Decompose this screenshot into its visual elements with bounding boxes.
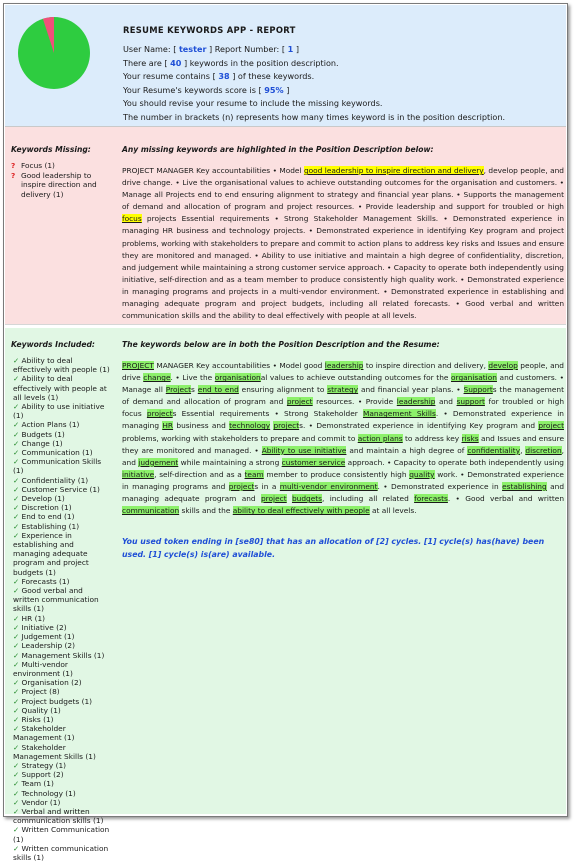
- description-text: and: [435, 397, 457, 407]
- included-keyword-item: [11, 678, 111, 687]
- description-text: MANAGER Key accountabilities • Model good: [153, 361, 325, 370]
- description-text: and maintain a high degree of: [346, 445, 468, 455]
- description-text: and customers. • Manage all: [122, 373, 564, 395]
- missing-keywords-label: Keywords Missing:: [11, 145, 91, 154]
- keyword-text: Risks (1): [21, 714, 54, 724]
- missing-position-description: [122, 145, 564, 322]
- report-header-section: [5, 5, 566, 127]
- included-keyword-item: [11, 715, 111, 724]
- keyword-text: Quality (1): [21, 705, 61, 715]
- description-text: to address key: [402, 433, 462, 443]
- included-keywords-list: [11, 340, 111, 862]
- included-keyword-item: [11, 522, 111, 531]
- checkmark-icon: ✓: [13, 622, 22, 632]
- included-keyword-item: [11, 503, 111, 512]
- description-text: people, and drive: [122, 361, 564, 383]
- report-title: RESUME KEYWORDS APP - REPORT: [123, 25, 296, 35]
- keyword-text: Leadership (2): [21, 641, 75, 651]
- matched-keyword-highlight: communication: [122, 506, 180, 516]
- matched-keyword-highlight: team: [244, 469, 264, 479]
- matched-keyword-highlight: forecasts: [414, 494, 448, 504]
- keyword-text: Change (1): [21, 438, 63, 448]
- description-text: , and: [122, 445, 564, 467]
- included-keyword-item: [11, 641, 111, 650]
- description-text: ,: [520, 445, 526, 455]
- included-keyword-item: [11, 614, 111, 623]
- keyword-count: 40: [170, 57, 182, 68]
- description-text: . • Demonstrated experience in: [377, 481, 503, 491]
- keyword-text: Communication Skills (1): [13, 457, 102, 476]
- description-text: PROJECT MANAGER Key accountabilities • Model: [122, 166, 304, 175]
- checkmark-icon: ✓: [13, 705, 22, 715]
- matched-keyword-highlight: customer service: [281, 457, 346, 467]
- keyword-text: Focus (1): [21, 161, 55, 170]
- included-keyword-item: [11, 531, 111, 577]
- included-keyword-item: [11, 512, 111, 521]
- missing-keywords-section: [5, 127, 566, 325]
- included-keyword-item: [11, 430, 111, 439]
- included-keyword-item: [11, 651, 111, 660]
- keyword-text: HR (1): [21, 613, 46, 623]
- description-text: al values to achieve outstanding outcomes for the: [260, 373, 452, 383]
- included-keywords-label: Keywords Included:: [11, 340, 95, 349]
- keyword-text: Judgement (1): [21, 632, 75, 642]
- included-keyword-item: [11, 577, 111, 586]
- included-keyword-item: [11, 761, 111, 770]
- included-keyword-item: [11, 485, 111, 494]
- matched-keyword-highlight: project: [228, 481, 255, 491]
- matched-keyword-highlight: project: [146, 409, 173, 419]
- matched-keyword-highlight: organisation: [214, 373, 261, 383]
- matched-keyword-highlight: risks: [461, 433, 479, 443]
- checkmark-icon: ✓: [13, 402, 22, 412]
- keyword-text: End to end (1): [21, 512, 75, 522]
- keyword-text: Forecasts (1): [21, 576, 70, 586]
- keyword-text: Verbal and written communication skills (1): [13, 806, 104, 826]
- included-keyword-item: [11, 356, 111, 374]
- keyword-score-pie-chart: [17, 16, 91, 90]
- matched-keyword-highlight: PROJECT: [122, 361, 154, 370]
- checkmark-icon: ✓: [13, 494, 22, 504]
- included-keyword-item: [11, 448, 111, 457]
- description-text: , including all related: [322, 494, 415, 504]
- checkmark-icon: ✓: [13, 742, 22, 752]
- matched-keyword-highlight: Management Skills: [362, 409, 436, 419]
- checkmark-icon: ✓: [13, 613, 22, 623]
- included-keyword-item: [11, 687, 111, 696]
- included-keyword-item: [11, 789, 111, 798]
- keyword-text: Technology (1): [21, 788, 76, 798]
- included-keyword-item: [11, 632, 111, 641]
- checkmark-icon: ✓: [13, 696, 22, 706]
- checkmark-icon: ✓: [13, 760, 22, 770]
- checkmark-icon: ✓: [13, 779, 22, 789]
- resume-count-line: Your resume contains [ 38 ] of these keywords.: [123, 71, 315, 81]
- description-text: . • Live the: [170, 373, 215, 383]
- matched-keyword-highlight: discretion: [525, 445, 562, 455]
- keyword-text: Project budgets (1): [21, 696, 93, 706]
- matched-keyword-highlight: leadership: [396, 397, 436, 407]
- included-keyword-item: [11, 660, 111, 678]
- matched-keyword-highlight: budgets: [291, 494, 323, 504]
- keyword-text: Establishing (1): [21, 521, 80, 531]
- checkmark-icon: ✓: [13, 714, 22, 724]
- included-keyword-item: [11, 374, 111, 402]
- matched-keyword-highlight: Ability to use initiative: [261, 445, 347, 455]
- matched-keyword-highlight: Support: [463, 385, 493, 395]
- matched-keyword-highlight: leadership: [324, 361, 364, 370]
- matched-keyword-highlight: project: [260, 494, 287, 504]
- description-text: business and: [173, 421, 230, 431]
- description-text: resources. • Provide: [312, 397, 397, 407]
- checkmark-icon: ✓: [13, 420, 22, 430]
- missing-keyword-item: [11, 161, 111, 171]
- checkmark-icon: ✓: [13, 475, 22, 485]
- description-text: while maintaining a strong: [178, 457, 282, 467]
- keyword-text: Initiative (2): [21, 622, 67, 632]
- checkmark-icon: ✓: [13, 457, 22, 467]
- checkmark-icon: ✓: [13, 843, 22, 853]
- matched-keyword-highlight: initiative: [122, 469, 155, 479]
- matched-keyword-highlight: confidentiality: [467, 445, 521, 455]
- keyword-text: Management Skills (1): [21, 650, 105, 660]
- description-text: s. • Demonstrated experience in identifying Key program and: [299, 421, 539, 431]
- checkmark-icon: ✓: [13, 503, 22, 513]
- keyword-text: Develop (1): [21, 494, 65, 504]
- missing-keyword-highlight: focus: [122, 214, 142, 224]
- checkmark-icon: ✓: [13, 484, 22, 494]
- description-text: for troubled or high focus: [122, 397, 565, 419]
- matched-keyword-highlight: develop: [488, 361, 518, 370]
- keyword-text: Ability to deal effectively with people at all levels (1): [13, 374, 107, 402]
- checkmark-icon: ✓: [13, 374, 22, 384]
- keyword-text: Confidentiality (1): [21, 475, 89, 485]
- description-text: s Essential requirements • Strong Stakeholder: [172, 409, 363, 419]
- checkmark-icon: ✓: [13, 512, 22, 522]
- included-keywords-section: [5, 328, 566, 862]
- keyword-text: Stakeholder Management Skills (1): [13, 742, 96, 761]
- checkmark-icon: ✓: [13, 448, 22, 458]
- matched-keyword-highlight: organisation: [451, 373, 497, 383]
- position-description-missing: [122, 165, 564, 322]
- description-text: s in a: [254, 481, 280, 491]
- included-heading: The keywords below are in both the Position Description and the Resume:: [122, 340, 440, 349]
- matched-keyword-highlight: establishing: [502, 481, 547, 491]
- checkmark-icon: ✓: [13, 641, 22, 651]
- description-text: and financial year plans. •: [358, 385, 464, 395]
- checkmark-icon: ✓: [13, 788, 22, 798]
- checkmark-icon: ✓: [13, 576, 22, 586]
- included-keyword-item: [11, 779, 111, 788]
- keyword-text: Experience in establishing and managing adequate program and project budgets (1): [13, 530, 89, 577]
- report-summary: [123, 25, 563, 124]
- matched-keyword-highlight: HR: [162, 421, 174, 431]
- description-text: problems, working with stakeholders to prepare and commit to: [122, 433, 358, 443]
- matched-keyword-highlight: strategy: [327, 385, 359, 395]
- matched-keyword-highlight: project: [538, 421, 564, 431]
- description-text: s the management of demand and allocation of program and: [122, 385, 565, 407]
- keyword-text: Project (8): [21, 687, 60, 697]
- revise-line: You should revise your resume to include the missing keywords.: [123, 98, 383, 108]
- keyword-text: Action Plans (1): [21, 420, 80, 430]
- included-keyword-item: [11, 586, 111, 614]
- included-keyword-item: [11, 706, 111, 715]
- matched-keyword-highlight: quality: [409, 469, 435, 479]
- matched-keyword-highlight: change: [143, 373, 171, 383]
- keyword-text: Written Communication (1): [13, 825, 110, 844]
- matched-keyword-highlight: Project: [165, 385, 192, 395]
- description-text: skills and the: [179, 506, 233, 516]
- missing-keyword-item: [11, 171, 111, 200]
- description-text: , develop people, and drive change. • Live the organisational values to achieve outstanding outcomes for the organisation and customers. • Manage all Projects end to end ensuring alignment to strategy and financial year plans. • Supports the management of demand and allocation of program and project resources. • Provide leadership and support for troubled or high: [122, 166, 564, 212]
- included-keyword-item: [11, 439, 111, 448]
- checkmark-icon: ✓: [13, 825, 22, 835]
- keyword-text: Good verbal and written communication skills (1): [13, 586, 99, 614]
- checkmark-icon: ✓: [13, 806, 22, 816]
- checkmark-icon: ✓: [13, 659, 22, 669]
- keyword-text: Support (2): [21, 770, 64, 780]
- included-keyword-item: [11, 724, 111, 742]
- checkmark-icon: ✓: [13, 724, 22, 734]
- keyword-text: Written communication skills (1): [13, 843, 109, 862]
- checkmark-icon: ✓: [13, 429, 22, 439]
- checkmark-icon: ✓: [13, 586, 22, 596]
- matched-keyword-highlight: project: [286, 397, 313, 407]
- keyword-text: Stakeholder Management (1): [13, 724, 75, 743]
- included-keyword-item: [11, 844, 111, 862]
- description-text: and Issues and ensure they are monitored and managed. •: [122, 433, 564, 455]
- report-frame: [3, 3, 568, 862]
- question-mark-icon: ?: [11, 170, 16, 180]
- matched-keyword-highlight: technology: [229, 421, 271, 431]
- included-keyword-item: [11, 697, 111, 706]
- token-usage-note: You used token ending in [se80] that has an allocation of [2] cycles. [1] cycle(s) has(have) been used. [1] cycle(s) is(are) available.: [122, 537, 545, 560]
- keyword-score: 95%: [264, 84, 284, 95]
- keyword-text: Customer Service (1): [21, 484, 100, 494]
- report-number: 1: [287, 44, 294, 54]
- checkmark-icon: ✓: [13, 687, 22, 697]
- checkmark-icon: ✓: [13, 650, 22, 660]
- missing-heading: Any missing keywords are highlighted in the Position Description below:: [122, 145, 434, 154]
- description-text: to inspire direction and delivery,: [363, 361, 489, 370]
- keyword-text: Good leadership to inspire direction and delivery (1): [21, 170, 97, 199]
- user-line: User Name: [ tester ] Report Number: [ 1 ]: [123, 44, 299, 54]
- included-keyword-item: [11, 770, 111, 779]
- included-keyword-item: [11, 457, 111, 475]
- description-text: . • Good verbal and written: [447, 494, 564, 504]
- description-text: and managing adequate program and: [122, 481, 565, 504]
- user-name: tester: [178, 44, 207, 54]
- description-text: approach. • Capacity to operate both independently using: [345, 457, 564, 467]
- keyword-count-line: There are [ 40 ] keywords in the position description.: [123, 57, 339, 68]
- keyword-text: Organisation (2): [21, 678, 82, 688]
- checkmark-icon: ✓: [13, 770, 22, 780]
- keyword-text: Communication (1): [21, 448, 93, 458]
- included-keyword-item: [11, 743, 111, 761]
- question-mark-icon: ?: [11, 161, 16, 170]
- included-position-description: [122, 340, 564, 561]
- keyword-text: Discretion (1): [21, 503, 72, 513]
- description-text: at all levels.: [369, 506, 417, 516]
- included-keyword-item: [11, 623, 111, 632]
- description-text: projects Essential requirements • Strong Stakeholder Management Skills. • Demonstrated experience in managing HR business and technology projects. • Demonstrated experience in identifying Key program and project problems, working with stakeholders to prepare and commit to action plans to address key risks and Issues and ensure they are monitored and managed. • Ability to use initiative and maintain a high degree of confidentiality, discretion, and judgement while maintaining a strong customer service approach. • Capacity to operate both independently using initiative, self-direction and as a team member to produce consistently high quality work. • Demonstrated experience in managing programs and projects in a multi-vendor environment. • Demonstrated experience in establishing and managing adequate program and project budgets, including all related forecasts. • Good verbal and written communication skills and the ability to deal effectively with people at all levels.: [122, 214, 564, 321]
- matched-keyword-highlight: support: [456, 397, 485, 407]
- score-line: Your Resume's keywords score is [ 95% ]: [123, 84, 290, 95]
- description-text: ensuring alignment to: [238, 385, 328, 395]
- checkmark-icon: ✓: [13, 530, 22, 540]
- description-text: s: [191, 385, 198, 395]
- matched-keyword-highlight: project: [273, 421, 300, 431]
- missing-keyword-highlight: good leadership to inspire direction and delivery: [303, 166, 484, 175]
- matched-keyword-highlight: judgement: [138, 457, 179, 467]
- keyword-text: Ability to deal effectively with people (1): [13, 356, 110, 375]
- included-keyword-item: [11, 798, 111, 807]
- matched-keyword-highlight: action plans: [357, 433, 403, 443]
- keyword-text: Budgets (1): [21, 429, 65, 439]
- keyword-text: Vendor (1): [21, 797, 61, 807]
- missing-keywords-list: [11, 145, 111, 199]
- keyword-text: Multi-vendor environment (1): [13, 659, 73, 678]
- keyword-text: Team (1): [21, 779, 54, 789]
- included-keyword-item: [11, 420, 111, 429]
- matched-keyword-highlight: end to end: [197, 385, 239, 395]
- resume-keyword-count: 38: [218, 71, 230, 81]
- included-keyword-item: [11, 402, 111, 420]
- included-keyword-item: [11, 807, 111, 825]
- brackets-note: The number in brackets (n) represents how many times keyword is in the position description.: [123, 111, 506, 122]
- checkmark-icon: ✓: [13, 678, 22, 688]
- description-text: work. • Demonstrated experience in managing programs and: [122, 469, 564, 491]
- included-keyword-item: [11, 825, 111, 843]
- checkmark-icon: ✓: [13, 356, 22, 365]
- included-keyword-item: [11, 476, 111, 485]
- checkmark-icon: ✓: [13, 521, 22, 531]
- description-text: member to produce consistently high: [263, 469, 410, 479]
- checkmark-icon: ✓: [13, 438, 22, 448]
- checkmark-icon: ✓: [13, 632, 22, 642]
- included-keyword-item: [11, 494, 111, 503]
- matched-keyword-highlight: multi-vendor environment: [279, 481, 378, 491]
- position-description-included: [122, 360, 564, 517]
- description-text: , self-direction and as a: [154, 469, 245, 479]
- matched-keyword-highlight: ability to deal effectively with people: [232, 506, 370, 516]
- checkmark-icon: ✓: [13, 797, 22, 807]
- description-text: . • Demonstrated experience in managing: [122, 409, 564, 431]
- keyword-text: Strategy (1): [21, 760, 67, 770]
- keyword-text: Ability to use initiative (1): [13, 402, 105, 421]
